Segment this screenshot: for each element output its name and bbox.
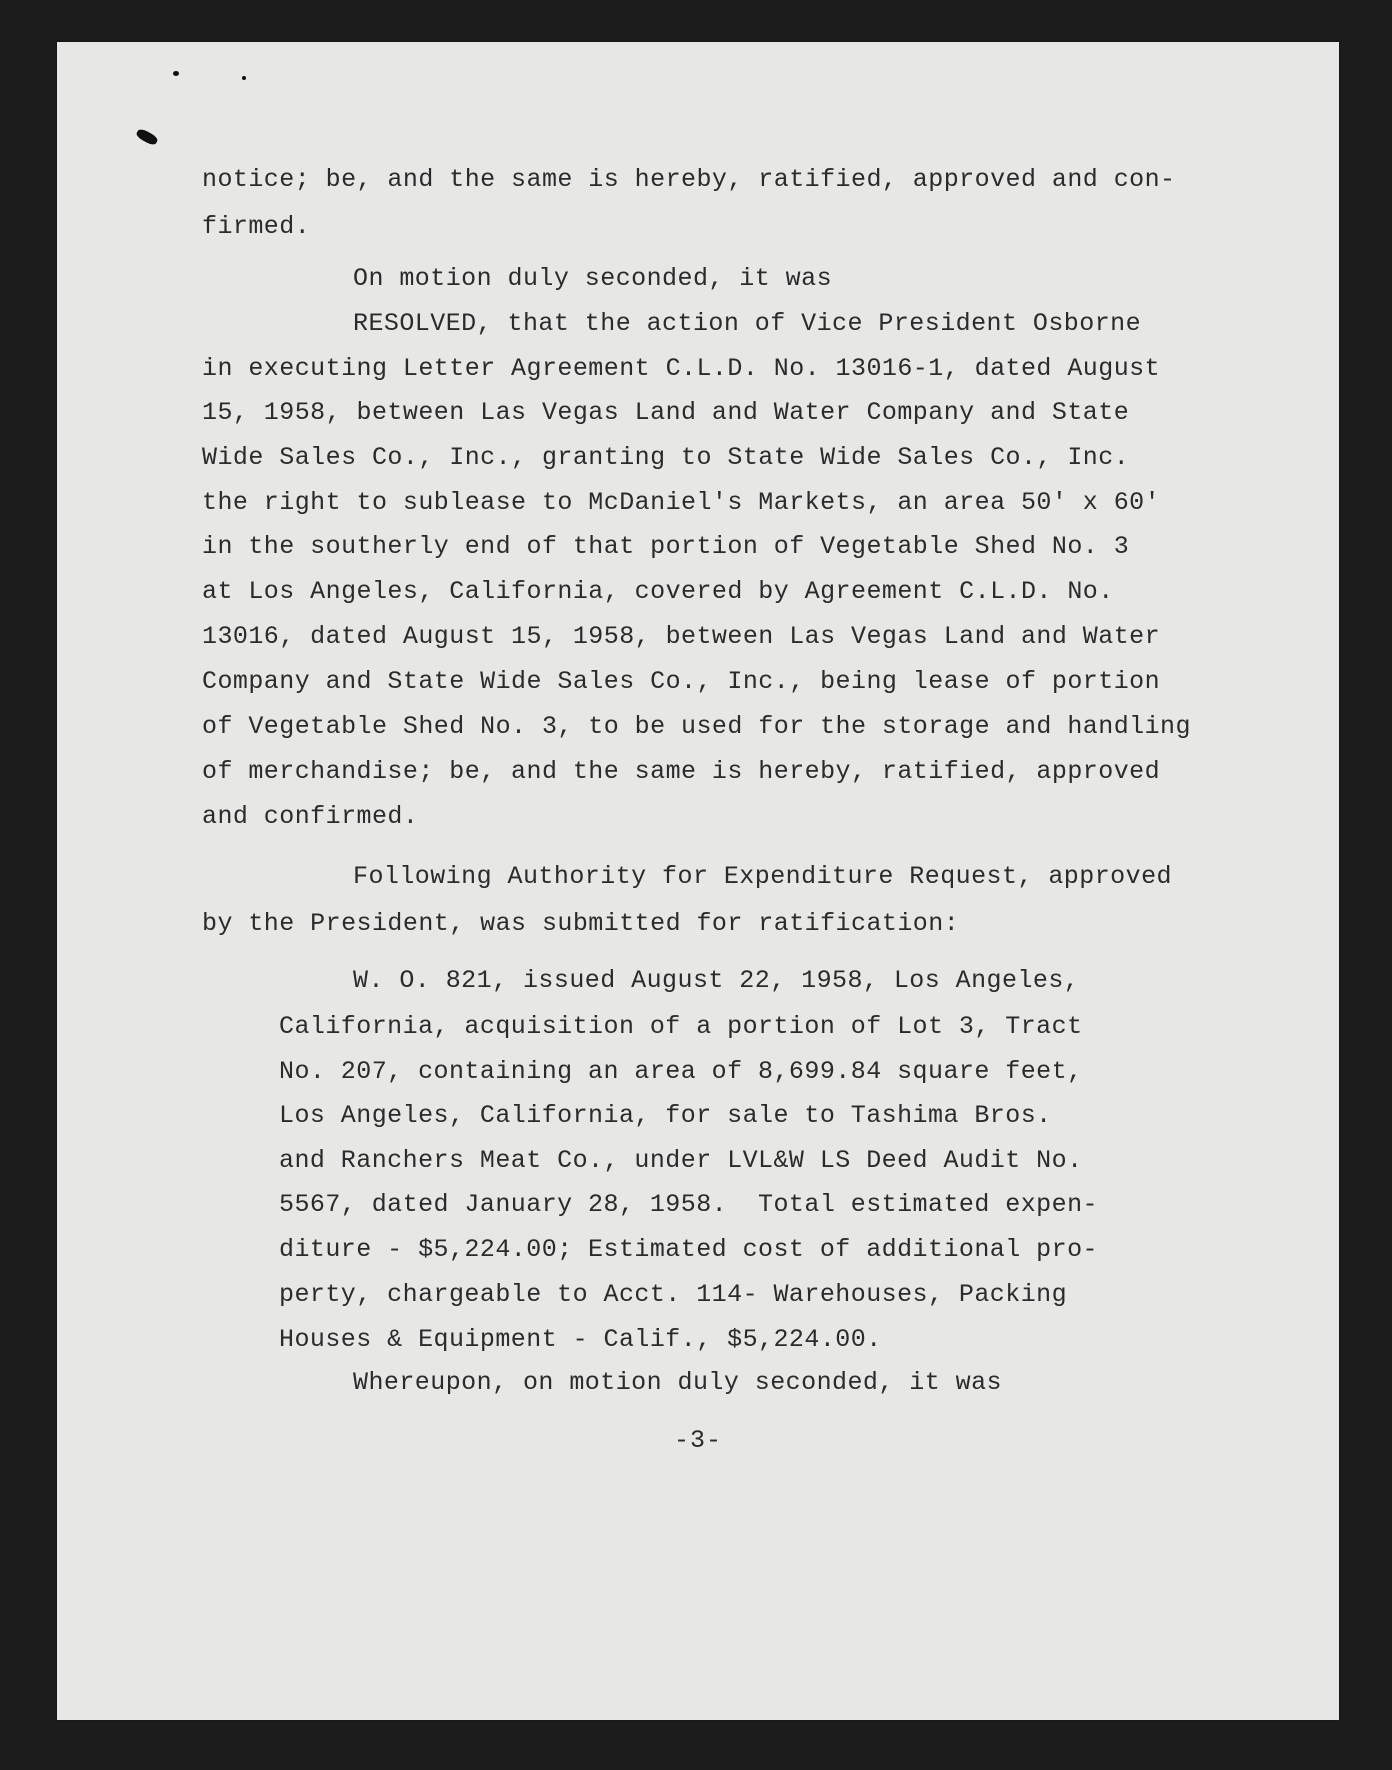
text-line: No. 207, containing an area of 8,699.84 square feet,	[279, 1057, 1083, 1086]
text-line: Los Angeles, California, for sale to Tashima Bros.	[279, 1101, 1052, 1130]
text-line: 5567, dated January 28, 1958. Total estimated expen-	[279, 1190, 1098, 1219]
ink-dot	[173, 71, 179, 76]
text-line: in the southerly end of that portion of Vegetable Shed No. 3	[202, 532, 1130, 561]
text-line: and Ranchers Meat Co., under LVL&W LS Deed Audit No.	[279, 1146, 1083, 1175]
text-line: Company and State Wide Sales Co., Inc., being lease of portion	[202, 667, 1161, 696]
page-number: -3-	[673, 1426, 722, 1455]
text-line: in executing Letter Agreement C.L.D. No. 13016-1, dated August	[202, 354, 1161, 383]
text-line: diture - $5,224.00; Estimated cost of additional pro-	[279, 1235, 1098, 1264]
text-line: firmed.	[202, 212, 311, 241]
text-line: On motion duly seconded, it was	[353, 264, 833, 293]
document-page	[57, 42, 1339, 1720]
text-line: by the President, was submitted for ratification:	[202, 909, 960, 938]
text-line: Wide Sales Co., Inc., granting to State Wide Sales Co., Inc.	[202, 443, 1130, 472]
text-line: perty, chargeable to Acct. 114- Warehouses, Packing	[279, 1280, 1068, 1309]
text-line: RESOLVED, that the action of Vice President Osborne	[353, 309, 1142, 338]
text-line: 15, 1958, between Las Vegas Land and Water Company and State	[202, 398, 1130, 427]
ink-mark	[135, 127, 159, 146]
text-line: Whereupon, on motion duly seconded, it was	[353, 1368, 1003, 1397]
text-line: W. O. 821, issued August 22, 1958, Los Angeles,	[353, 966, 1080, 995]
text-line: notice; be, and the same is hereby, ratified, approved and con-	[202, 165, 1176, 194]
text-line: of merchandise; be, and the same is hereby, ratified, approved	[202, 757, 1161, 786]
text-line: at Los Angeles, California, covered by Agreement C.L.D. No.	[202, 577, 1114, 606]
ink-dot	[242, 76, 246, 80]
text-line: and confirmed.	[202, 802, 419, 831]
text-line: 13016, dated August 15, 1958, between Las Vegas Land and Water	[202, 622, 1161, 651]
text-line: the right to sublease to McDaniel's Markets, an area 50' x 60'	[202, 488, 1161, 517]
text-line: Houses & Equipment - Calif., $5,224.00.	[279, 1325, 882, 1354]
text-line: California, acquisition of a portion of Lot 3, Tract	[279, 1012, 1083, 1041]
text-line: of Vegetable Shed No. 3, to be used for the storage and handling	[202, 712, 1191, 741]
text-line: Following Authority for Expenditure Request, approved	[353, 862, 1172, 891]
